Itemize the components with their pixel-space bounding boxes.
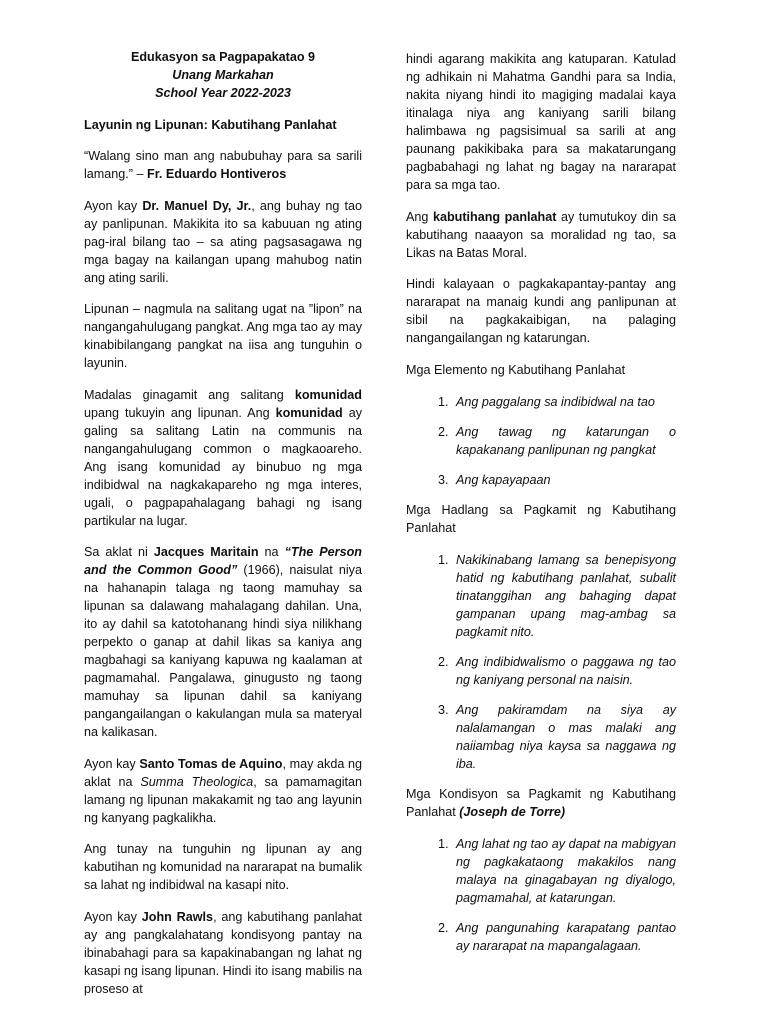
list-item: 1. Ang lahat ng tao ay dapat na mabigyan ng pagkakataong makakilos nang malaya na ginagabayan ng diyalogo, pagmamahal, at katarungan. — [452, 835, 676, 907]
elements-heading: Mga Elemento ng Kabutihang Panlahat — [406, 362, 626, 377]
text-run: , ang kabutihang panlahat ay ang pangkalahatang kondisyong pantay na ibinabahagi para sa kapakinabangan ng lahat ng kasapi ng isang lipunan. Hindi ito isang mabilis na proseso at — [84, 909, 363, 996]
text-run: Mga Kondisyon sa Pagkamit ng Kabutihang Panlahat — [406, 786, 676, 819]
text-run: ay galing sa salitang Latin na communis na nangangahulugang common o magkaoareho. Ang isang komunidad ay binubuo ng mga indibidwal na nagkakapareho ng mga interes, ugali, o pagpapahalagang bahagi ng isang partikular na lugar. — [84, 405, 362, 528]
hindrances-heading: Mga Hadlang sa Pagkamit ng Kabutihang Panlahat — [406, 502, 676, 535]
text-run: (1966), naisulat niya na hahanapin talaga ng taong mamuhay sa lipunan sa dalawang mahalagang dahilan. Una, ito ay dahil sa katotohanang hindi siya nilikhang perpekto o ganap at dahil likas sa kaniya ang magbahagi sa kaniyang kapuwa ng kaalaman at pagmamahal. Pangalawa, ginugusto ng taong mamuhay sa lipunan dahil sa kaniyang pangangailangan o kakulangan mula sa materyal na kalikasan. — [84, 563, 362, 739]
opening-quote — [84, 147, 362, 183]
list-item: 3. Ang kapayapaan — [452, 471, 676, 489]
right-column — [406, 50, 676, 967]
list-item: 3. Ang pakiramdam na siya ay nalalamangan o mas malaki ang naiiambag niya kaysa sa naggawa ng iba. — [452, 701, 676, 773]
text-run: , may akda ng aklat na — [84, 756, 362, 789]
document-header — [84, 48, 362, 102]
paragraph-lipunan: Lipunan – nagmula na salitang ugat na ”lipon” na nangangahulugang pangkat. Ang mga tao ay may kinabibilangang pangkat na iisa ang tunguhin o layunin. — [84, 302, 362, 370]
text-run: Madalas ginagamit ang salitang — [84, 387, 295, 402]
list-item: 1. Ang paggalang sa indibidwal na tao — [452, 393, 676, 411]
quote-text: “Walang sino man ang nabubuhay para sa sarili lamang.” – — [84, 149, 362, 181]
list-item: 1. Nakikinabang lamang sa benepisyong hatid ng kabutihang panlahat, subalit tinatanggihan ang bahaging dapat gampanan upang mag-ambag sa pagkamit nito. — [452, 551, 676, 641]
list-item: 2. Ang pangunahing karapatang pantao ay nararapat na mapangalagaan. — [452, 919, 676, 955]
quarter-label: Unang Markahan — [172, 68, 274, 82]
conditions-list — [406, 835, 676, 955]
name-rawls: John Rawls — [141, 909, 214, 924]
book-title-aquino: Summa Theologica — [140, 774, 254, 789]
left-column — [84, 48, 362, 1011]
paragraph-maritain — [84, 543, 362, 741]
paragraph-dy — [84, 197, 362, 287]
conditions-heading — [406, 785, 676, 821]
book-title-maritain: “The Person and the Common Good” — [84, 545, 362, 577]
school-year: School Year 2022-2023 — [155, 86, 291, 100]
paragraph-gandhi: hindi agarang makikita ang katuparan. Katulad ng adhikain ni Mahatma Gandhi para sa India, nakita niyang hindi ito magiging madalai kaya itinalaga niya ang kaniyang sarili bilang halimbawa ng pagsisimual sa sarili at ang paunang pakikibaka para sa makatarungang pagbabahagi ng lahat ng bagay na nararapat para sa mga tao. — [406, 52, 676, 192]
paragraph-rawls — [84, 908, 362, 998]
term-kabutihang-panlahat: kabutihang panlahat — [432, 209, 557, 224]
list-item: 2. Ang indibidwalismo o paggawa ng tao ng kaniyang personal na naisin. — [452, 653, 676, 689]
quote-author: Fr. Eduardo Hontiveros — [147, 167, 287, 181]
text-run: Ayon kay — [84, 756, 140, 771]
term-komunidad: komunidad — [275, 405, 343, 420]
name-dy: Dr. Manuel Dy, Jr. — [142, 198, 252, 213]
elements-list — [406, 393, 676, 489]
text-run: ay tumutukoy din sa kabutihang naaayon sa moralidad ng tao, sa Likas na Batas Moral. — [406, 209, 676, 260]
text-run: , sa pamamagitan lamang ng lipunan makakamit ng tao ang layunin ng kanyang pagkalikha. — [84, 774, 363, 825]
hindrances-list — [406, 551, 676, 773]
name-aquino: Santo Tomas de Aquino — [139, 756, 283, 771]
text-run: na — [258, 545, 285, 559]
paragraph-aquino — [84, 755, 362, 827]
name-maritain: Jacques Maritain — [153, 545, 259, 559]
paragraph-moralidad — [406, 208, 676, 262]
term-komunidad: komunidad — [294, 387, 362, 402]
text-run: , ang buhay ng tao ay panlipunan. Makikita ito sa kabuuan ng ating pag-iral bilang tao – sa ating pagsasagawa ng mga bagay na kailangan upang mahubog natin ang ating sarili. — [84, 198, 362, 285]
objective-heading: Layunin ng Lipunan: Kabutihang Panlahat — [84, 117, 337, 132]
text-run: upang tukuyin ang lipunan. Ang — [84, 405, 276, 420]
list-item: 2. Ang tawag ng katarungan o kapakanang panlipunan ng pangkat — [452, 423, 676, 459]
text-run: Ang — [406, 209, 433, 224]
text-run: Ayon kay — [84, 198, 143, 213]
subject-title: Edukasyon sa Pagpapakatao 9 — [130, 50, 316, 64]
text-run: Ayon kay — [84, 909, 142, 924]
paragraph-tunguhin: Ang tunay na tunguhin ng lipunan ay ang kabutihan ng komunidad na nararapat na bumalik sa lahat ng indibidwal na kasapi nito. — [84, 842, 362, 892]
conditions-author: (Joseph de Torre) — [459, 804, 566, 819]
paragraph-kalayaan: Hindi kalayaan o pagkakapantay-pantay ang nararapat na manaig kundi ang panlipunan at sibil na pagkakaibigan, na palaging nangangailangan ng katarungan. — [406, 277, 676, 345]
text-run: Sa aklat ni — [84, 545, 154, 559]
paragraph-komunidad — [84, 386, 362, 530]
